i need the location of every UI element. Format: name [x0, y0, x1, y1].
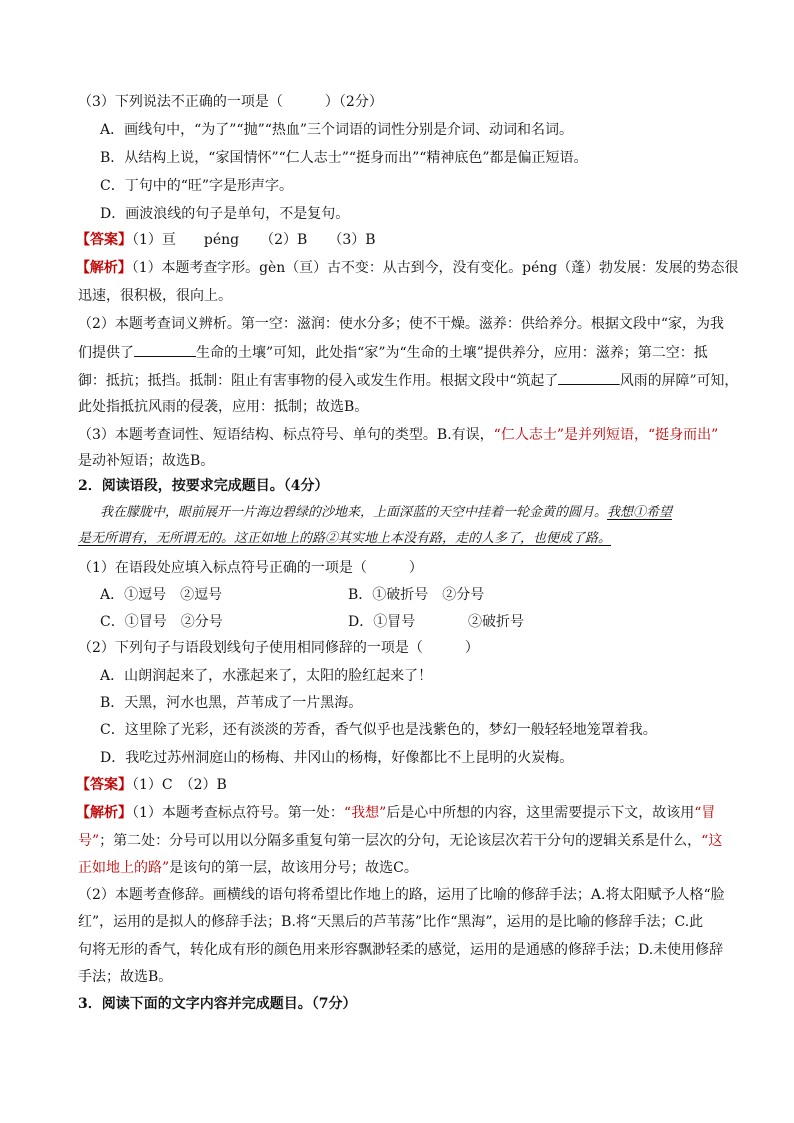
analysis-1-line-1: 【解析】（1）本题考查字形。gèn（亘）古不变：从古到今，没有变化。péng（蓬）勃发展：发展的势态很	[76, 260, 739, 276]
q3-option-c: C．丁句中的“旺”字是形声字。	[100, 178, 294, 194]
q3-option-a: A．画线句中，“为了”“抛”“热血”三个词语的词性分别是介词、动词和名词。	[100, 122, 574, 138]
analysis-1-line-2: 迅速，很积极，很向上。	[78, 288, 232, 304]
answer-tag: 【答案】	[76, 232, 132, 248]
analysis-2-line-2: 号”；第二处：分号可以用以分隔多重复句第一层次的分句，无论该层次若干分句的逻辑关系是什么，“这	[78, 833, 723, 849]
answer-text: （1）亘 péng （2）B （3）B	[132, 232, 376, 248]
passage-line-1: 我在朦胧中，眼前展开一片海边碧绿的沙地来，上面深蓝的天空中挂着一轮金黄的圆月。我想①希望	[100, 505, 673, 520]
q3-option-d: D．画波浪线的句子是单句，不是复句。	[100, 206, 350, 222]
analysis-1-line-6: 此处指抵抗风雨的侵袭，应用：抵制；故选B。	[78, 399, 369, 415]
analysis-2-line-1: 【解析】（1）本题考查标点符号。第一处：“我想”后是心中所想的内容，这里需要提示下文，故该用“冒	[76, 805, 716, 821]
analysis-2-line-6: 句将无形的香气，转化成有形的颜色用来形容飘渺轻柔的感觉，运用的是通感的修辞手法；D.未使用修辞	[78, 942, 724, 958]
analysis-1-line-3: （2）本题考查词义辨析。第一空：滋润：使水分多；使不干燥。滋养：供给养分。根据文段中“家，为我	[78, 316, 725, 332]
q3-option-b: B．从结构上说，“家国情怀”“仁人志士”“挺身而出”“精神底色”都是偏正短语。	[100, 150, 588, 166]
s2-q1-option-b: B．①破折号 ②分号	[348, 587, 485, 603]
s2-q2-option-d: D．我吃过苏州洞庭山的杨梅、井冈山的杨梅，好像都比不上昆明的火炭梅。	[100, 750, 574, 766]
fill-blank	[134, 342, 196, 357]
answer-text: （1）C （2）B	[132, 777, 227, 793]
answer-tag: 【答案】	[76, 777, 132, 793]
s2-q2-option-c: C．这里除了光彩，还有淡淡的芳香，香气似乎也是浅紫色的，梦幻一般轻轻地笼罩着我。	[100, 722, 657, 738]
s2-q1-option-d: D．①冒号	[348, 614, 416, 630]
analysis-tag: 【解析】	[76, 260, 132, 276]
section-2-title: 2．阅读语段，按要求完成题目。（4分）	[78, 478, 329, 494]
s2-q2-stem: （2）下列句子与语段划线句子使用相同修辞的一项是（ ）	[78, 640, 479, 656]
s2-q1-option-c: C．①冒号 ②分号	[100, 614, 223, 630]
answer-2	[76, 775, 227, 795]
s2-q2-option-a: A．山朗润起来了，水涨起来了，太阳的脸红起来了！	[100, 668, 433, 684]
q3-stem: （3）下列说法不正确的一项是（ ）（2分）	[78, 94, 383, 110]
s2-q1-option-d-part2: ②破折号	[468, 614, 524, 630]
analysis-tag: 【解析】	[76, 805, 132, 821]
s2-q2-option-b: B．天黑，河水也黑，芦苇成了一片黑海。	[100, 695, 363, 711]
analysis-1-line-4: 们提供了 生命的土壤”可知，此处指“家”为“生命的土壤”提供养分，应用：滋养；第二空：抵	[78, 342, 708, 363]
passage-line-2: 是无所谓有，无所谓无的。这正如地上的路②其实地上本没有路，走的人多了，也便成了路。	[78, 531, 612, 546]
fill-blank	[558, 370, 620, 385]
s2-q1-stem: （1）在语段处应填入标点符号正确的一项是（ ）	[78, 560, 423, 576]
analysis-2-line-4: （2）本题考查修辞。画横线的语句将希望比作地上的路，运用了比喻的修辞手法；A.将太阳赋予人格“脸	[78, 887, 725, 903]
section-3-title: 3．阅读下面的文字内容并完成题目。（7分）	[78, 996, 357, 1012]
analysis-1-line-8: 是动补短语；故选B。	[78, 453, 215, 469]
analysis-2-line-3: 正如地上的路”是该句的第一层，故该用分号；故选C。	[78, 860, 418, 876]
s2-q1-option-a: A．①逗号 ②逗号	[100, 587, 223, 603]
analysis-1-line-7: （3）本题考查词性、短语结构、标点符号、单句的类型。B.有误，“仁人志士”是并列短语，“挺身而出”	[78, 427, 719, 443]
analysis-1-line-5: 御：抵抗；抵挡。抵制：阻止有害事物的侵入或发生作用。根据文段中“筑起了 风雨的屏障”可知，	[78, 370, 738, 391]
analysis-2-line-7: 手法；故选B。	[78, 969, 173, 985]
answer-1	[76, 230, 376, 250]
analysis-2-line-5: 红”，运用的是拟人的修辞手法；B.将“天黑后的芦苇荡”比作“黑海”，运用的是比喻的修辞手法；C.此	[78, 914, 704, 930]
